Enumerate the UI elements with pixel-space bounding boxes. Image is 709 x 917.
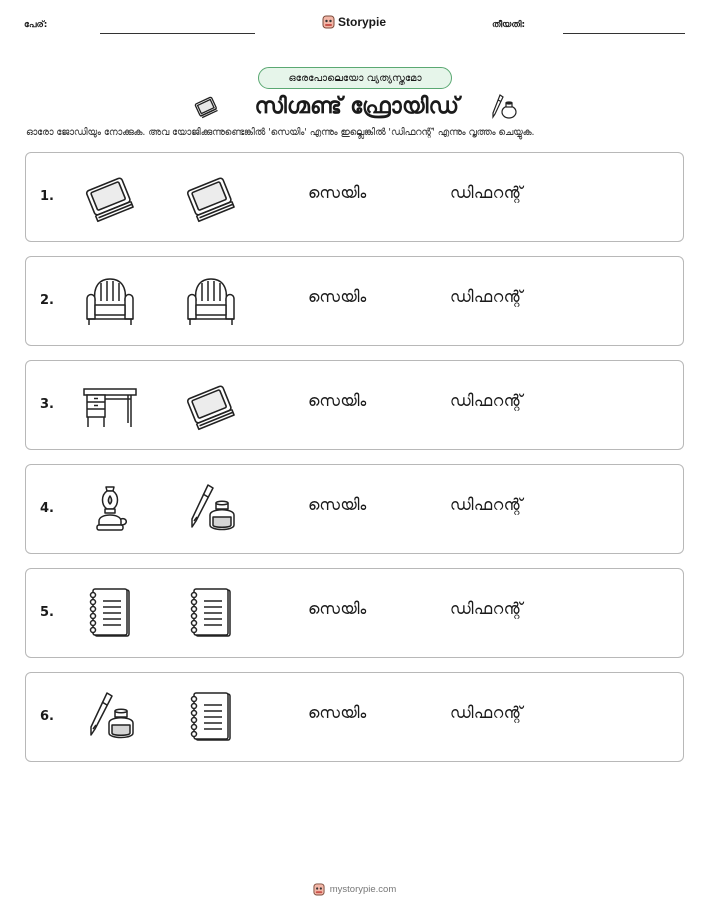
armchair-icon xyxy=(81,273,139,331)
option-same[interactable]: സെയിം xyxy=(308,703,367,722)
option-same[interactable]: സെയിം xyxy=(308,183,367,202)
exercise-row xyxy=(25,672,684,762)
book-icon xyxy=(81,169,139,227)
pen-and-ink-icon xyxy=(81,689,139,747)
option-same[interactable]: സെയിം xyxy=(308,287,367,306)
row-number: 3. xyxy=(40,397,54,412)
brand-logo xyxy=(322,14,386,29)
option-same[interactable]: സെയിം xyxy=(308,391,367,410)
desk-icon xyxy=(81,377,139,435)
name-label: പേര്: xyxy=(24,20,48,30)
notebook-icon xyxy=(182,689,240,747)
page-header xyxy=(0,14,709,38)
pen-and-ink-icon xyxy=(488,92,518,122)
book-icon xyxy=(192,95,220,119)
row-number: 1. xyxy=(40,189,54,204)
storypie-mascot-icon xyxy=(322,14,335,29)
option-different[interactable]: ഡിഫറന്റ് xyxy=(450,391,523,410)
exercise-row xyxy=(25,568,684,658)
armchair-icon xyxy=(182,273,240,331)
page-title: സിഗ്മണ്ട് ഫ്രോയിഡ് xyxy=(254,94,460,119)
row-number: 2. xyxy=(40,293,54,308)
row-number: 6. xyxy=(40,709,54,724)
notebook-icon xyxy=(182,585,240,643)
exercise-row xyxy=(25,256,684,346)
exercise-row xyxy=(25,464,684,554)
option-different[interactable]: ഡിഫറന്റ് xyxy=(450,183,523,202)
row-number: 4. xyxy=(40,501,54,516)
oil-lamp-icon xyxy=(81,481,139,539)
date-line xyxy=(563,33,685,34)
option-different[interactable]: ഡിഫറന്റ് xyxy=(450,287,523,306)
pen-and-ink-icon xyxy=(182,481,240,539)
exercise-row xyxy=(25,152,684,242)
exercise-row xyxy=(25,360,684,450)
book-icon xyxy=(182,169,240,227)
title-row xyxy=(0,92,709,122)
row-number: 5. xyxy=(40,605,54,620)
footer-url: mystorypie.com xyxy=(329,883,397,895)
book-icon xyxy=(182,377,240,435)
option-different[interactable]: ഡിഫറന്റ് xyxy=(450,599,523,618)
option-different[interactable]: ഡിഫറന്റ് xyxy=(450,495,523,514)
brand-name: Storypie xyxy=(338,14,387,29)
option-same[interactable]: സെയിം xyxy=(308,495,367,514)
option-same[interactable]: സെയിം xyxy=(308,599,367,618)
worksheet-type-badge: ഒരേപോലെയോ വ്യത്യസ്തമോ xyxy=(258,67,452,89)
page-footer xyxy=(0,880,709,898)
name-line xyxy=(100,33,255,34)
notebook-icon xyxy=(81,585,139,643)
instructions-text: ഓരോ ജോഡിയും നോക്കുക. അവ യോജിക്കുന്നുണ്ടെങ്കിൽ 'സെയിം' എന്നും ഇല്ലെങ്കിൽ 'ഡിഫറന്റ്' എന്നും വൃത്തം ചെയ്യുക. xyxy=(26,127,535,138)
date-label: തീയതി: xyxy=(492,20,526,30)
option-different[interactable]: ഡിഫറന്റ് xyxy=(450,703,523,722)
storypie-mascot-icon xyxy=(313,882,325,896)
